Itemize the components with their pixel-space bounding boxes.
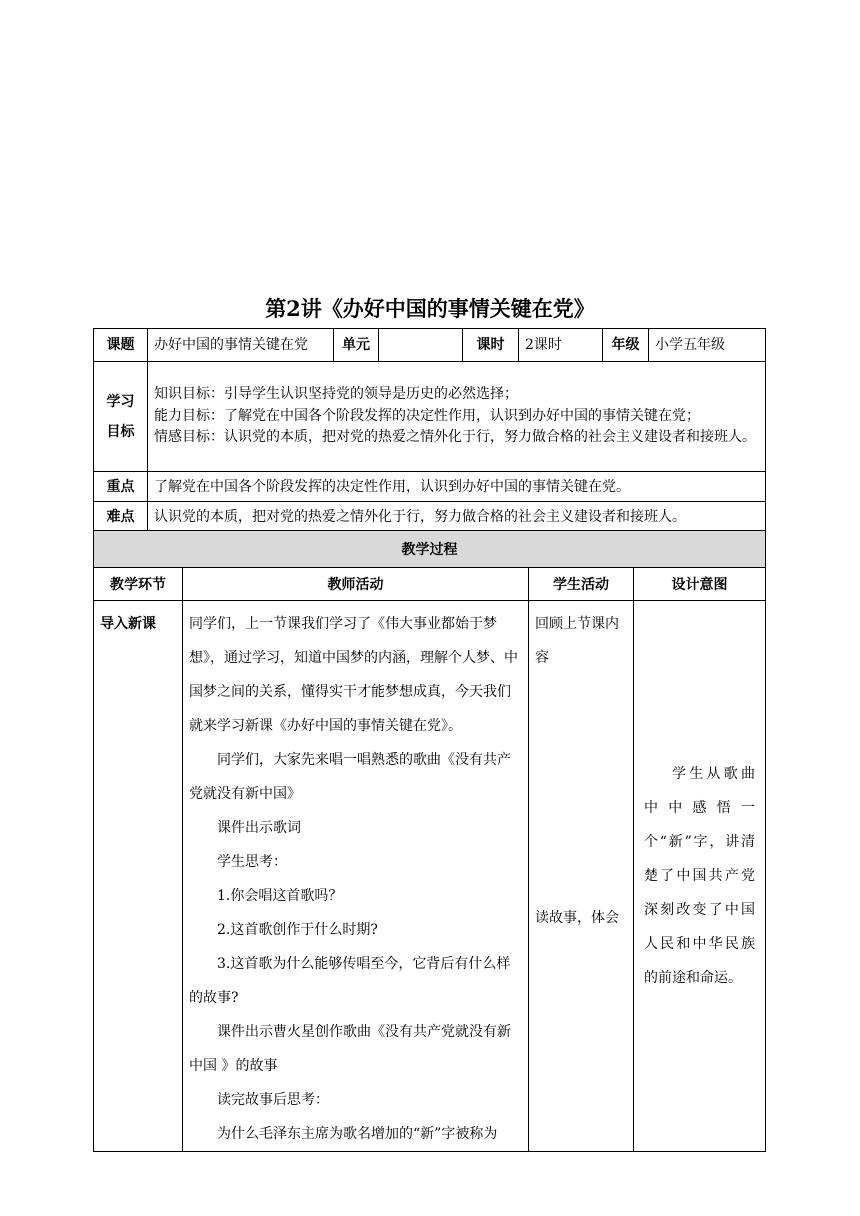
- hours-label: 课时: [463, 329, 519, 362]
- goal-ability: 能力目标：了解党在中国各个阶段发挥的决定性作用，认识到办好中国的事情关键在党；: [154, 407, 700, 424]
- page-title: 第2讲《办好中国的事情关键在党》: [265, 296, 595, 321]
- topic-value: 办好中国的事情关键在党: [148, 329, 334, 362]
- topic-label: 课题: [94, 329, 148, 362]
- key-label: 重点: [94, 472, 148, 502]
- teacher-paragraph: 读完故事后思考：: [217, 1092, 329, 1108]
- teacher-paragraph: 课件出示歌词: [217, 820, 301, 836]
- teacher-paragraph: 课件出示曹火星创作歌曲《没有共产党就没有新中国 》的故事: [189, 1024, 511, 1074]
- column-teacher: 教师活动: [183, 568, 529, 601]
- teacher-paragraph: 1.你会唱这首歌吗？: [217, 888, 343, 904]
- goals-label-text: 学习目标: [106, 393, 135, 440]
- hours-value: 2课时: [519, 329, 603, 362]
- teacher-activity-cell: [183, 601, 529, 1152]
- unit-value: [379, 329, 463, 362]
- teacher-paragraph: 学生思考：: [217, 854, 287, 870]
- grade-value: 小学五年级: [649, 329, 766, 362]
- design-intent-text: 学生从歌曲中中感悟一个“新”字，讲清楚了中国共产党深刻改变了中国人民和中华民族的前途和命运。: [644, 766, 755, 986]
- key-value: 了解党在中国各个阶段发挥的决定性作用，认识到办好中国的事情关键在党。: [148, 472, 766, 502]
- teacher-paragraph: 同学们，大家先来唱一唱熟悉的歌曲《没有共产党就没有新中国》: [189, 752, 511, 802]
- teacher-paragraph: 同学们，上一节课我们学习了《伟大事业都始于梦想》，通过学习，知道中国梦的内涵，理解个人梦、中国梦之间的关系，懂得实干才能梦想成真，今天我们就来学习新课《办好中国的事情关键在党》。: [189, 616, 518, 734]
- student-activity-review: 回顾上节课内容: [535, 616, 619, 666]
- process-heading: 教学过程: [94, 531, 766, 568]
- teaching-process-table: [93, 530, 766, 1152]
- column-intent: 设计意图: [634, 568, 766, 601]
- goal-knowledge: 知识目标：引导学生认识坚持党的领导是历史的必然选择；: [154, 386, 518, 403]
- student-activity-cell: [529, 601, 634, 1152]
- stage-cell: 导入新课: [94, 601, 183, 1152]
- column-student: 学生活动: [529, 568, 634, 601]
- grade-label: 年级: [603, 329, 649, 362]
- goal-emotion: 情感目标：认识党的本质，把对党的热爱之情外化于行，努力做合格的社会主义建设者和接班人。: [154, 429, 756, 446]
- design-intent-cell: [634, 601, 766, 1152]
- unit-label: 单元: [334, 329, 379, 362]
- student-activity-read: 读故事，体会: [535, 910, 619, 926]
- goals-label: [94, 362, 148, 472]
- teacher-paragraph: 2.这首歌创作于什么时期?: [217, 922, 378, 938]
- teacher-paragraph: 为什么毛泽东主席为歌名增加的“新”字被称为: [217, 1126, 498, 1142]
- column-stage: 教学环节: [94, 568, 183, 601]
- lesson-info-table: [93, 328, 766, 532]
- difficulty-value: 认识党的本质，把对党的热爱之情外化于行，努力做合格的社会主义建设者和接班人。: [148, 502, 766, 532]
- teacher-activity-list: [189, 607, 522, 1151]
- difficulty-label: 难点: [94, 502, 148, 532]
- goals-value: [148, 362, 766, 472]
- teacher-paragraph: 3.这首歌为什么能够传唱至今，它背后有什么样的故事?: [189, 956, 511, 1006]
